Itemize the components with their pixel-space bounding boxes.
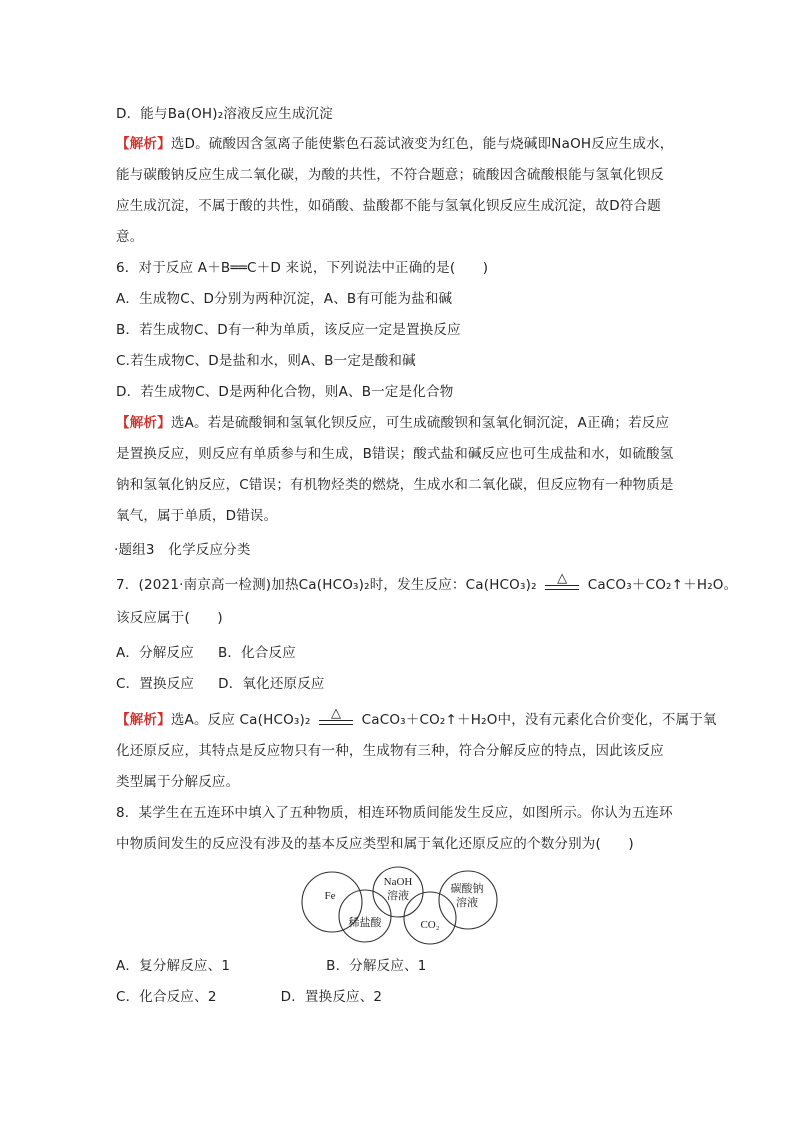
q7-option-d: D．氧化还原反应 bbox=[218, 676, 325, 692]
q8-stem-line-1: 8．某学生在五连环中填入了五种物质，相连环物质间能发生反应，如图所示。你认为五连环 bbox=[116, 805, 673, 821]
q6-option-b: B．若生成物C、D有一种为单质，该反应一定是置换反应 bbox=[116, 322, 461, 338]
q8-option-a: A．复分解反应、1 bbox=[116, 958, 231, 974]
q7-analysis-line-3: 类型属于分解反应。 bbox=[116, 774, 240, 790]
q6-analysis-line-1: 【解析】选A。若是硫酸铜和氢氧化钡反应，可生成硫酸钡和氢氧化铜沉淀，A正确；若反应 bbox=[116, 415, 670, 431]
q8-options-row-1 bbox=[116, 956, 427, 976]
q6-option-c: C.若生成物C、D是盐和水，则A、B一定是酸和碱 bbox=[116, 353, 416, 369]
heat-equals-sign: △ bbox=[315, 710, 357, 730]
q6-analysis-line-4: 氧气，属于单质，D错误。 bbox=[116, 508, 278, 524]
q5-analysis-line-3: 应生成沉淀，不属于酸的共性，如硝酸、盐酸都不能与氢氧化钡反应生成沉淀，故D符合题 bbox=[116, 198, 661, 214]
q7-option-c: C．置换反应 bbox=[116, 676, 195, 692]
analysis-tag: 【解析】 bbox=[116, 712, 171, 728]
q8-option-d: D．置换反应、2 bbox=[280, 989, 383, 1005]
q6-analysis-line-2: 是置换反应，则反应有单质参与和生成，B错误；酸式盐和碱反应也可生成盐和水，如硫酸氢 bbox=[116, 446, 674, 462]
analysis-tag: 【解析】 bbox=[116, 136, 171, 152]
q7-analysis-line-1: 【解析】选A。反应 Ca(HCO₃)₂ △ CaCO₃＋CO₂↑＋H₂O中，没有元素化合价变化，不属于氧 bbox=[116, 706, 717, 728]
q7-option-b: B．化合反应 bbox=[217, 645, 296, 661]
q7-stem: 7．(2021·南京高一检测)加热Ca(HCO₃)₂时，发生反应：Ca(HCO₃)₂ △ CaCO₃＋CO₂↑＋H₂O。 bbox=[116, 571, 738, 593]
ring-label-co2: CO₂ bbox=[420, 919, 440, 931]
q7-options-row-1 bbox=[116, 643, 296, 663]
five-rings-diagram bbox=[300, 866, 510, 946]
ring-co2 bbox=[404, 892, 456, 944]
ring-label-naoh: NaOH bbox=[383, 876, 413, 888]
q6-analysis-line-3: 钠和氢氧化钠反应，C错误；有机物烃类的燃烧，生成水和二氧化碳，但反应物有一种物质是 bbox=[116, 477, 674, 493]
ring-label-hcl: 稀盐酸 bbox=[348, 917, 382, 929]
q6-option-a: A．生成物C、D分别为两种沉淀，A、B有可能为盐和碱 bbox=[116, 291, 453, 307]
q7-option-a: A．分解反应 bbox=[116, 645, 194, 661]
heat-equals-sign: △ bbox=[541, 575, 583, 595]
q6-option-d: D．若生成物C、D是两种化合物，则A、B一定是化合物 bbox=[116, 384, 454, 400]
ring-label-na2co3: 碳酸钠 bbox=[450, 883, 484, 895]
q8-stem-line-2: 中物质间发生的反应没有涉及的基本反应类型和属于氧化还原反应的个数分别为( ) bbox=[116, 836, 634, 852]
q7-options-row-2 bbox=[116, 674, 325, 694]
q5-option-d: D．能与Ba(OH)₂溶液反应生成沉淀 bbox=[116, 106, 333, 122]
q8-options-row-2 bbox=[116, 987, 382, 1007]
group-title: ·题组3 化学反应分类 bbox=[114, 542, 251, 558]
analysis-tag: 【解析】 bbox=[116, 415, 171, 431]
ring-hcl bbox=[339, 890, 391, 942]
q7-analysis-line-2: 化还原反应，其特点是反应物只有一种，生成物有三种，符合分解反应的特点，因此该反应 bbox=[116, 743, 664, 759]
ring-label-fe: Fe bbox=[324, 890, 336, 902]
q8-option-b: B．分解反应、1 bbox=[326, 958, 427, 974]
ring-label-na2co3-2: 溶液 bbox=[456, 897, 478, 909]
q8-option-c: C．化合反应、2 bbox=[116, 989, 217, 1005]
q5-analysis-line-2: 能与碳酸钠反应生成二氧化碳，为酸的共性，不符合题意；硫酸因含硫酸根能与氢氧化钡反 bbox=[116, 167, 664, 183]
q5-analysis-line-4: 意。 bbox=[116, 229, 144, 245]
q7-stem-line-2: 该反应属于( ) bbox=[116, 610, 223, 626]
q5-analysis-line-1: 【解析】选D。硫酸因含氢离子能使紫色石蕊试液变为红色，能与烧碱即NaOH反应生成水， bbox=[116, 136, 674, 152]
q6-stem: 6．对于反应 A＋B══C＋D 来说，下列说法中正确的是( ) bbox=[116, 260, 489, 276]
ring-label-naoh-2: 溶液 bbox=[387, 890, 409, 902]
